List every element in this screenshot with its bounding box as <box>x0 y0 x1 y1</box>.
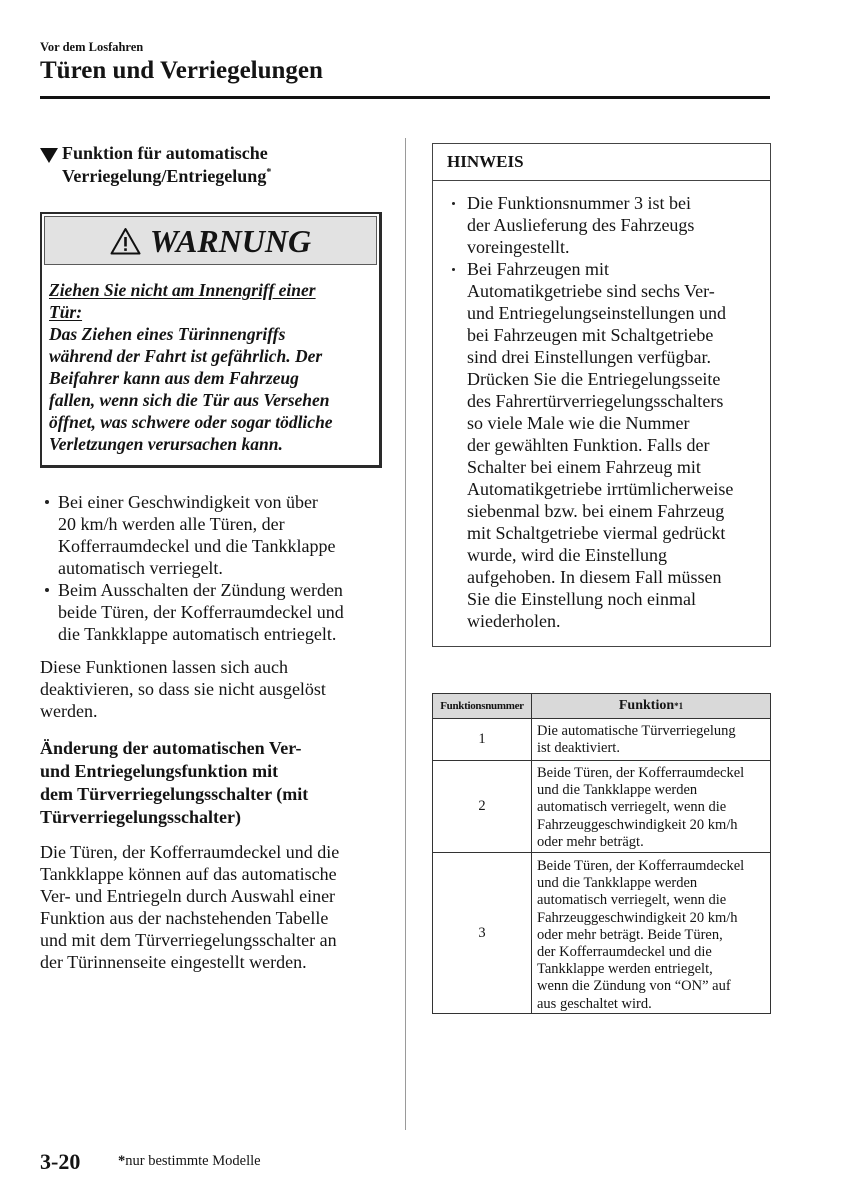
function-number: 3 <box>433 853 532 1013</box>
text-line: der Auslieferung des Fahrzeugs <box>467 215 695 235</box>
function-number: 2 <box>433 761 532 852</box>
table-text-line: Fahrzeuggeschwindigkeit 20 km/h <box>537 816 738 833</box>
page-title: Türen und Verriegelungen <box>40 57 323 84</box>
warning-triangle-icon <box>110 227 141 255</box>
list-item-text <box>467 258 767 632</box>
table-header-row <box>433 694 770 719</box>
notice-list <box>452 192 767 632</box>
subheading-line: Türverriegelungsschalter) <box>40 807 241 827</box>
table-text-line: und die Tankklappe werden <box>537 782 698 799</box>
warning-subject <box>49 279 333 323</box>
function-description <box>532 853 770 1013</box>
text-line: Funktion aus der nachstehenden Tabelle <box>40 908 329 928</box>
text-line: 20 km/h werden alle Türen, der <box>58 514 285 534</box>
text-line: Ver- und Entriegeln durch Auswahl einer <box>40 886 336 906</box>
warning-body <box>49 323 333 455</box>
warning-body-line: während der Fahrt ist gefährlich. Der <box>49 346 323 366</box>
feature-bullet-list <box>40 491 380 645</box>
table-text-line: ist deaktiviert. <box>537 740 620 757</box>
triangle-marker-icon <box>40 148 58 163</box>
footnote-mark: * <box>118 1153 126 1169</box>
table-text-line: automatisch verriegelt, wenn die <box>537 799 727 816</box>
warning-text <box>49 279 333 455</box>
function-table <box>432 693 771 1014</box>
text-line: sind drei Einstellungen verfügbar. <box>467 347 711 367</box>
list-item-text <box>467 192 767 258</box>
function-description <box>532 761 770 852</box>
text-line: Schalter bei einem Fahrzeug mit <box>467 457 701 477</box>
body-paragraph <box>40 841 339 973</box>
table-text-line: Fahrzeuggeschwindigkeit 20 km/h <box>537 909 738 926</box>
text-line: und Entriegelungseinstellungen und <box>467 303 726 323</box>
warning-body-line: öffnet, was schwere oder sogar tödliche <box>49 412 333 432</box>
function-description <box>532 719 770 760</box>
column-header-number: Funktionsnummer <box>433 694 532 718</box>
warning-body-line: Das Ziehen eines Türinnengriffs <box>49 324 286 344</box>
text-line: wiederholen. <box>467 611 561 631</box>
text-line: automatisch verriegelt. <box>58 558 223 578</box>
table-text-line: oder mehr beträgt. Beide Türen, <box>537 926 723 943</box>
table-row <box>433 761 770 853</box>
text-line: mit Schaltgetriebe viermal gedrückt <box>467 523 726 543</box>
subheading-line: Änderung der automatischen Ver- <box>40 738 302 758</box>
table-text-line: der Kofferraumdeckel und die <box>537 943 712 960</box>
text-line: Bei einer Geschwindigkeit von über <box>58 492 318 512</box>
footnote-text: nur bestimmte Modelle <box>125 1153 261 1169</box>
section-heading-line <box>62 165 271 188</box>
table-row <box>433 719 770 761</box>
subheading-line: dem Türverriegelungsschalter (mit <box>40 784 309 804</box>
text-line: aufgehoben. In diesem Fall müssen <box>467 567 722 587</box>
table-text-line: automatisch verriegelt, wenn die <box>537 892 727 909</box>
column-header-function-text: Funktion <box>618 698 675 713</box>
subheading-line: und Entriegelungsfunktion mit <box>40 761 279 781</box>
warning-body-line: Verletzungen verursachen kann. <box>49 434 283 454</box>
notice-divider <box>433 180 770 181</box>
notice-title: HINWEIS <box>447 152 524 171</box>
table-text-line: Die automatische Türverriegelung <box>537 723 736 739</box>
text-line: und mit dem Türverriegelungsschalter an <box>40 930 337 950</box>
table-text-line: und die Tankklappe werden <box>537 875 698 892</box>
table-text-line: wenn die Zündung von “ON” auf <box>537 978 731 995</box>
section-label: Vor dem Losfahren <box>40 40 144 54</box>
text-line: werden. <box>40 701 98 721</box>
text-line: deaktivieren, so dass sie nicht ausgelöst <box>40 679 326 699</box>
text-line: beide Türen, der Kofferraumdeckel und <box>58 602 344 622</box>
list-item <box>452 258 767 632</box>
table-text-line: oder mehr beträgt. <box>537 833 644 850</box>
function-number: 1 <box>433 719 532 760</box>
section-heading-line: Funktion für automatische <box>62 143 268 163</box>
text-line: Diese Funktionen lassen sich auch <box>40 657 288 677</box>
table-text-line: Beide Türen, der Kofferraumdeckel <box>537 765 745 781</box>
text-line: wurde, wird die Einstellung <box>467 545 667 565</box>
section-heading <box>62 142 271 188</box>
warning-subject-line: Tür: <box>49 302 83 322</box>
header-rule <box>40 96 770 99</box>
body-paragraph <box>40 656 326 722</box>
table-text-line: Beide Türen, der Kofferraumdeckel <box>537 858 745 874</box>
text-line: Die Funktionsnummer 3 ist bei <box>467 193 691 213</box>
table-row <box>433 853 770 1013</box>
bullet-icon <box>452 202 455 205</box>
list-item <box>452 192 767 258</box>
text-line: Drücken Sie die Entriegelungsseite <box>467 369 721 389</box>
text-line: Automatikgetriebe sind sechs Ver- <box>467 281 715 301</box>
table-text-line: aus geschaltet wird. <box>537 995 652 1012</box>
bullet-icon <box>45 588 49 592</box>
column-header-function: Funktion *1 <box>618 698 684 713</box>
warning-header <box>44 216 377 265</box>
text-line: bei Fahrzeugen mit Schaltgetriebe <box>467 325 714 345</box>
bullet-icon <box>452 268 455 271</box>
text-line: der gewählten Funktion. Falls der <box>467 435 710 455</box>
warning-body-line: Beifahrer kann aus dem Fahrzeug <box>49 368 299 388</box>
column-divider <box>405 138 406 1130</box>
list-item <box>40 579 380 645</box>
text-line: der Türinnenseite eingestellt werden. <box>40 952 307 972</box>
list-item-text <box>58 491 380 579</box>
text-line: voreingestellt. <box>467 237 570 257</box>
text-line: Kofferraumdeckel und die Tankklappe <box>58 536 336 556</box>
table-text-line: Tankklappe werden entriegelt, <box>537 961 713 978</box>
list-item <box>40 491 380 579</box>
text-line: so viele Male wie die Nummer <box>467 413 690 433</box>
text-line: Automatikgetriebe irrtümlicherweise <box>467 479 734 499</box>
section-heading-text: Verriegelung/Entriegelung <box>62 166 267 186</box>
bullet-icon <box>45 500 49 504</box>
text-line: die Tankklappe automatisch entriegelt. <box>58 624 337 644</box>
text-line: Sie die Einstellung noch einmal <box>467 589 696 609</box>
text-line: Tankklappe können auf das automatische <box>40 864 337 884</box>
text-line: Beim Ausschalten der Zündung werden <box>58 580 343 600</box>
footnote <box>118 1152 261 1170</box>
footnote-mark: * <box>266 167 272 178</box>
page-number: 3-20 <box>40 1149 81 1174</box>
warning-title: WARNUNG <box>149 222 312 259</box>
text-line: Die Türen, der Kofferraumdeckel und die <box>40 842 340 862</box>
warning-subject-line: Ziehen Sie nicht am Innengriff einer <box>49 280 316 300</box>
list-item-text <box>58 579 380 645</box>
text-line: siebenmal bzw. bei einem Fahrzeug <box>467 501 725 521</box>
subheading <box>40 737 308 829</box>
warning-body-line: fallen, wenn sich die Tür aus Versehen <box>49 390 330 410</box>
text-line: des Fahrertürverriegelungsschalters <box>467 391 724 411</box>
text-line: Bei Fahrzeugen mit <box>467 259 609 279</box>
